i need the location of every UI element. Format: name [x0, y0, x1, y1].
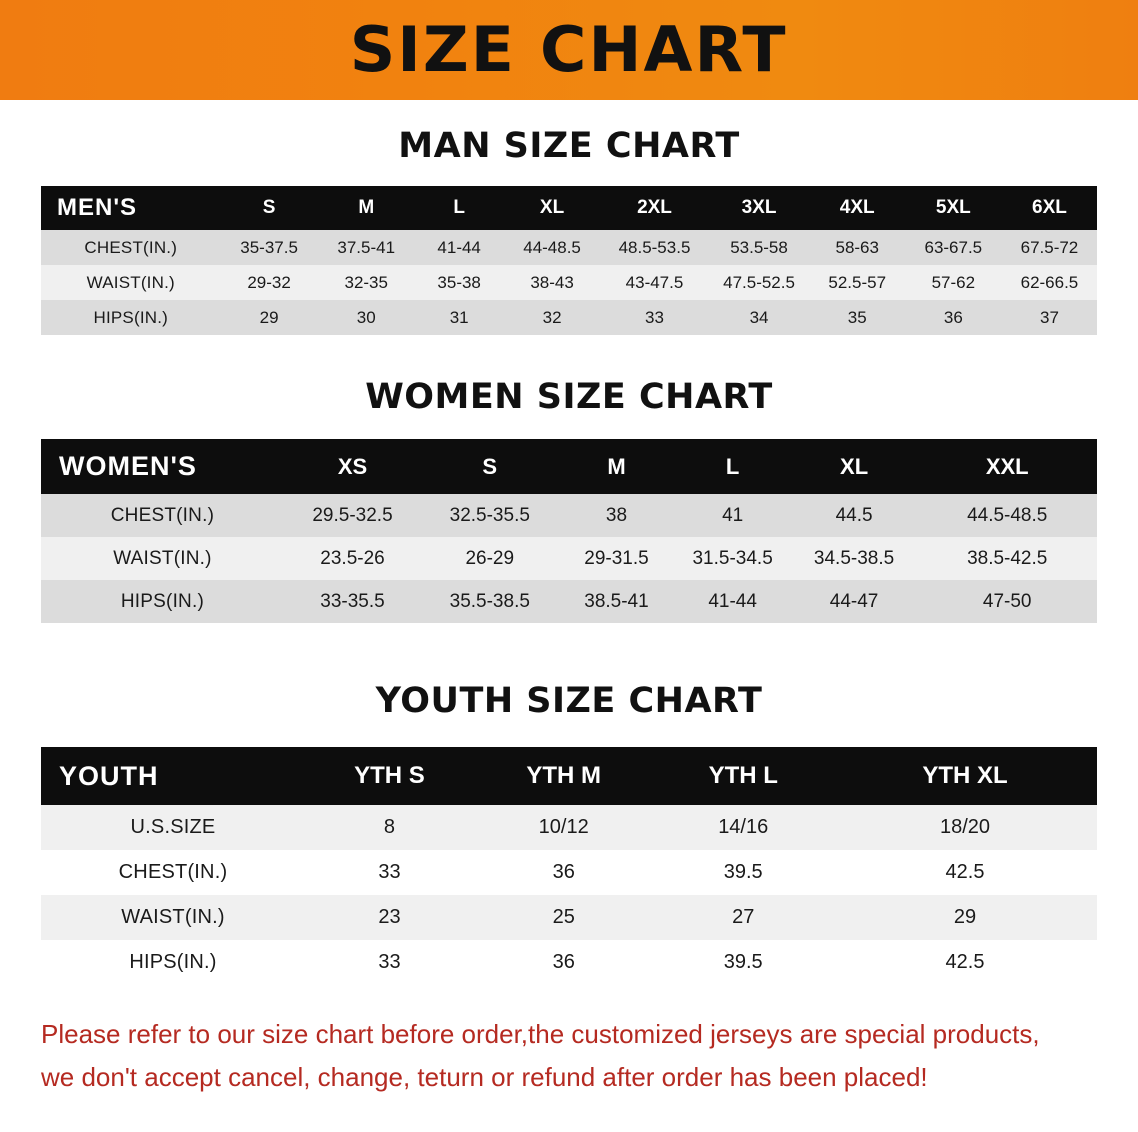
- women-table-header-row: [41, 439, 1097, 494]
- table-cell: 36: [552, 861, 575, 883]
- table-cell: 41-44: [437, 237, 481, 257]
- table-cell: 57-62: [931, 272, 976, 292]
- table-cell: 67.5-72: [1020, 237, 1079, 257]
- table-cell: 44.5: [835, 504, 873, 526]
- table-cell: 25: [552, 906, 575, 928]
- table-cell: 10/12: [538, 816, 589, 838]
- man-header-cell: 6XL: [1032, 197, 1067, 218]
- table-cell: 29-32: [247, 272, 291, 292]
- table-cell: 35: [847, 307, 867, 327]
- man-header-cell: 4XL: [839, 197, 875, 218]
- row-label: U.S.SIZE: [130, 816, 216, 838]
- table-cell: 8: [383, 816, 396, 838]
- women-header-cell: L: [725, 453, 740, 479]
- table-cell: 36: [552, 951, 575, 973]
- table-cell: 35.5-38.5: [449, 590, 530, 612]
- table-cell: 32.5-35.5: [449, 504, 530, 526]
- man-header-cell: M: [358, 197, 375, 218]
- table-cell: 33: [645, 307, 664, 327]
- table-row: [41, 580, 1097, 623]
- table-cell: 29.5-32.5: [312, 504, 393, 526]
- table-cell: 39.5: [723, 951, 763, 973]
- table-row: [41, 940, 1097, 985]
- row-label: CHEST(IN.): [110, 504, 215, 526]
- man-size-table: [41, 186, 1097, 335]
- table-cell: 63-67.5: [924, 237, 983, 257]
- page-title: SIZE CHART: [350, 13, 788, 86]
- page-banner: [0, 0, 1138, 100]
- row-label: CHEST(IN.): [84, 237, 178, 257]
- table-cell: 37.5-41: [337, 237, 396, 257]
- table-cell: 33: [378, 861, 401, 883]
- youth-header-cell: YTH S: [354, 762, 425, 789]
- table-cell: 52.5-57: [828, 272, 887, 292]
- table-cell: 34.5-38.5: [813, 547, 895, 569]
- youth-table-wrap: [41, 747, 1097, 985]
- table-cell: 44.5-48.5: [967, 504, 1048, 526]
- table-row: [41, 265, 1097, 300]
- table-cell: 29-31.5: [584, 547, 649, 569]
- women-header-cell: WOMEN'S: [59, 451, 197, 481]
- man-header-cell: 5XL: [935, 197, 971, 218]
- table-cell: 34: [749, 307, 769, 327]
- table-cell: 38: [605, 504, 628, 526]
- table-cell: 39.5: [723, 861, 763, 883]
- disclaimer-line-2: we don't accept cancel, change, teturn or refund after order has been placed!: [41, 1061, 928, 1092]
- table-cell: 14/16: [718, 816, 769, 838]
- table-cell: 26-29: [465, 547, 515, 569]
- table-cell: 32-35: [344, 272, 388, 292]
- table-cell: 35-38: [437, 272, 481, 292]
- table-cell: 23: [378, 906, 401, 928]
- man-header-cell: 2XL: [637, 197, 672, 218]
- women-table-wrap: [41, 439, 1097, 623]
- table-cell: 58-63: [835, 237, 879, 257]
- row-label: CHEST(IN.): [118, 861, 228, 883]
- table-cell: 53.5-58: [730, 237, 788, 257]
- women-header-cell: XL: [840, 453, 869, 479]
- table-cell: 35-37.5: [240, 237, 298, 257]
- youth-header-cell: YTH XL: [922, 762, 1008, 789]
- table-cell: 33: [378, 951, 401, 973]
- table-cell: 31.5-34.5: [692, 547, 773, 569]
- table-cell: 18/20: [939, 816, 991, 838]
- disclaimer-note: [41, 1013, 1097, 1099]
- women-header-cell: S: [482, 453, 498, 479]
- row-label: WAIST(IN.): [113, 547, 212, 569]
- man-table-wrap: [41, 186, 1097, 335]
- table-cell: 38-43: [530, 272, 574, 292]
- table-cell: 36: [943, 307, 963, 327]
- women-size-table: [41, 439, 1097, 623]
- man-header-cell: MEN'S: [57, 194, 138, 221]
- table-cell: 29: [259, 307, 279, 327]
- row-label: HIPS(IN.): [120, 590, 204, 612]
- women-header-cell: XS: [337, 453, 368, 479]
- table-cell: 62-66.5: [1020, 272, 1079, 292]
- table-cell: 42.5: [945, 861, 985, 883]
- women-section-heading: WOMEN SIZE CHART: [365, 377, 773, 417]
- man-header-cell: L: [453, 197, 465, 218]
- table-cell: 38.5-42.5: [967, 547, 1048, 569]
- table-cell: 43-47.5: [625, 272, 684, 292]
- table-cell: 47-50: [982, 590, 1032, 612]
- table-cell: 41: [722, 504, 744, 526]
- man-header-cell: XL: [539, 197, 565, 218]
- table-cell: 38.5-41: [584, 590, 649, 612]
- table-row: [41, 537, 1097, 580]
- youth-table-header-row: [41, 747, 1097, 805]
- man-header-cell: 3XL: [741, 197, 777, 218]
- table-cell: 27: [732, 906, 755, 928]
- women-header-cell: M: [607, 453, 626, 479]
- youth-size-table: [41, 747, 1097, 985]
- table-cell: 48.5-53.5: [618, 237, 691, 257]
- youth-section-heading: YOUTH SIZE CHART: [375, 681, 763, 721]
- table-row: [41, 850, 1097, 895]
- table-row: [41, 805, 1097, 850]
- man-header-cell: S: [262, 197, 276, 218]
- table-cell: 30: [356, 307, 376, 327]
- table-cell: 42.5: [945, 951, 985, 973]
- women-header-cell: XXL: [985, 453, 1029, 479]
- man-table-header-row: [41, 186, 1097, 230]
- table-row: [41, 494, 1097, 537]
- table-row: [41, 300, 1097, 335]
- youth-header-cell: YTH L: [708, 762, 778, 789]
- man-section-heading: MAN SIZE CHART: [398, 126, 740, 166]
- table-cell: 32: [542, 307, 562, 327]
- row-label: WAIST(IN.): [121, 906, 225, 928]
- table-cell: 29: [953, 906, 977, 928]
- table-cell: 23.5-26: [320, 547, 385, 569]
- row-label: WAIST(IN.): [86, 272, 175, 292]
- youth-header-cell: YTH M: [526, 762, 602, 789]
- table-row: [41, 895, 1097, 940]
- table-cell: 44-47: [829, 590, 879, 612]
- row-label: HIPS(IN.): [129, 951, 217, 973]
- row-label: HIPS(IN.): [93, 307, 169, 327]
- table-cell: 44-48.5: [523, 237, 581, 257]
- table-cell: 41-44: [708, 590, 757, 612]
- youth-header-cell: YOUTH: [59, 760, 159, 791]
- table-row: [41, 230, 1097, 265]
- table-cell: 33-35.5: [320, 590, 385, 612]
- table-cell: 47.5-52.5: [723, 272, 795, 292]
- disclaimer-line-1: Please refer to our size chart before order,the customized jerseys are special products,: [41, 1019, 1040, 1049]
- table-cell: 37: [1039, 307, 1059, 327]
- table-cell: 31: [449, 307, 469, 327]
